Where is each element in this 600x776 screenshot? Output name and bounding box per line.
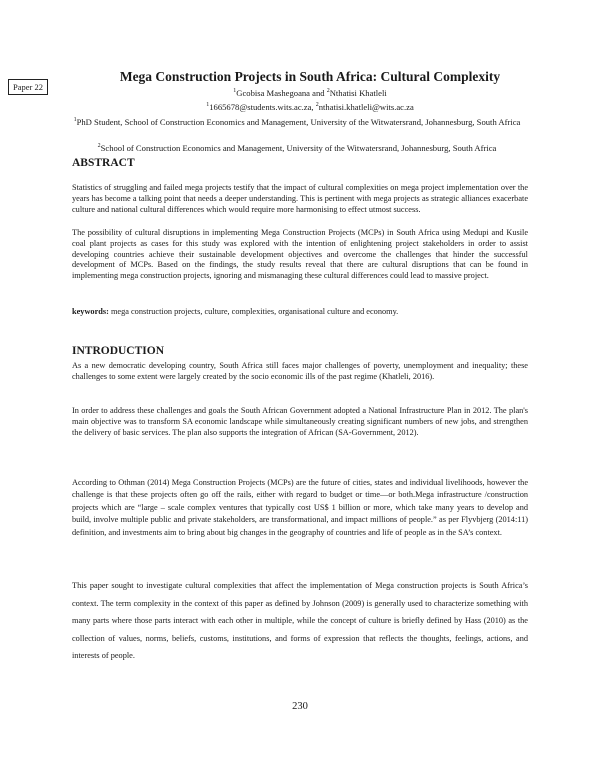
email-2: nthatisi.khatleli@wits.ac.za	[318, 102, 414, 112]
page-number: 230	[292, 701, 308, 712]
keywords-line	[72, 307, 528, 318]
email-2-superscript: 2	[315, 102, 319, 109]
affiliation-1-text: PhD Student, School of Construction Economics and Management, University of the Witwatersrand, Johannesburg, South Africa	[76, 117, 521, 127]
affiliation-2-superscript: 2	[97, 143, 101, 150]
introduction-paragraph-1: As a new democratic developing country, South Africa still faces major challenges of poverty, unemployment and inequality; these challenges to some extent were largely created by the socio economic ills of the past regime (Khatleli, 2016).	[72, 361, 528, 381]
introduction-paragraph-3: According to Othman (2014) Mega Construction Projects (MCPs) are the future of cities, states and individual livelihoods, however the challenge is that these projects often go off the rails, either with regard to budget or time—or both.Mega infrastructure /construction projects which are “large – scale complex ventures that typically cost US$ 1 billion or more, which take many years to develop and build, involve multiple public and private stakeholders, are transformational, and impact millions of people.” as per Flyvbjerg (2014:11) definition, and investments aim to bring about big changes in the geography of countries and life of people as in the SA’s context.	[72, 478, 528, 537]
author-line	[60, 88, 560, 98]
author-2-name: Nthatisi Khatleli	[329, 88, 387, 98]
affiliation-2-text: School of Construction Economics and Management, University of the Witwatersrand, Johannesburg, South Africa	[100, 143, 497, 153]
email-1: 1665678@students.wits.ac.za,	[209, 102, 316, 112]
abstract-paragraph-1: Statistics of struggling and failed mega projects testify that the impact of cultural complexities on mega project implementation over the years has become a talking point that needs a deeper understanding. This is pertinent with mega projects as strategic alliances exacerbate culture and national cultural differences which would require more harmonising to effect utmost success.	[72, 183, 528, 214]
affiliation-1-superscript: 1	[73, 117, 77, 124]
introduction-heading: INTRODUCTION	[72, 345, 165, 357]
affiliation-1	[66, 117, 528, 128]
email-1-superscript: 1	[206, 102, 210, 109]
keywords-label: keywords:	[72, 307, 109, 316]
keywords-text: mega construction projects, culture, complexities, organisational culture and economy.	[108, 307, 399, 316]
author-2-superscript: 2	[326, 88, 330, 95]
author-1-name: Gcobisa Mashegoana and	[236, 88, 327, 98]
abstract-heading: ABSTRACT	[72, 157, 135, 169]
author-1-superscript: 1	[233, 88, 237, 95]
email-line	[60, 102, 560, 112]
affiliation-2	[66, 143, 528, 154]
abstract-paragraph-2: The possibility of cultural disruptions in implementing Mega Construction Projects (MCPs) in South Africa using Medupi and Kusile coal plant projects as cases for this study was explored with the intention of enlightening project stakeholders in order to assist developing countries achieve their sustainable development objectives and overcome the challenges that hinder the successful development of MCPs. Based on the findings, the study results reveal that there are cultural disruptions that can be found in implementing mega construction projects, ignoring and mismanaging these cultural differences could lead to massive project.	[72, 228, 528, 281]
paper-tag: Paper 22	[8, 79, 48, 95]
introduction-paragraph-2: In order to address these challenges and goals the South African Government adopted a National Infrastructure Plan in 2012. The plan's main objective was to transform SA economic landscape while simultaneously creating significant numbers of new jobs, and strengthen the delivery of basic services. The plan also supports the integration of African (SA-Government, 2012).	[72, 406, 528, 437]
introduction-paragraph-4: This paper sought to investigate cultural complexities that affect the implementation of Mega construction projects is South Africa’s context. The term complexity in the context of this paper as defined by Johnson (2009) is generally used to characterize something with many parts where those parts interact with each other in multiple, while the concept of culture is briefly defined by Hass (2010) as the collection of values, norms, beliefs, customs, institutions, and forms of expression that reflects the thoughts, feelings, actions, and interests of people.	[72, 581, 528, 661]
paper-title: Mega Construction Projects in South Africa: Cultural Complexity	[119, 69, 501, 84]
